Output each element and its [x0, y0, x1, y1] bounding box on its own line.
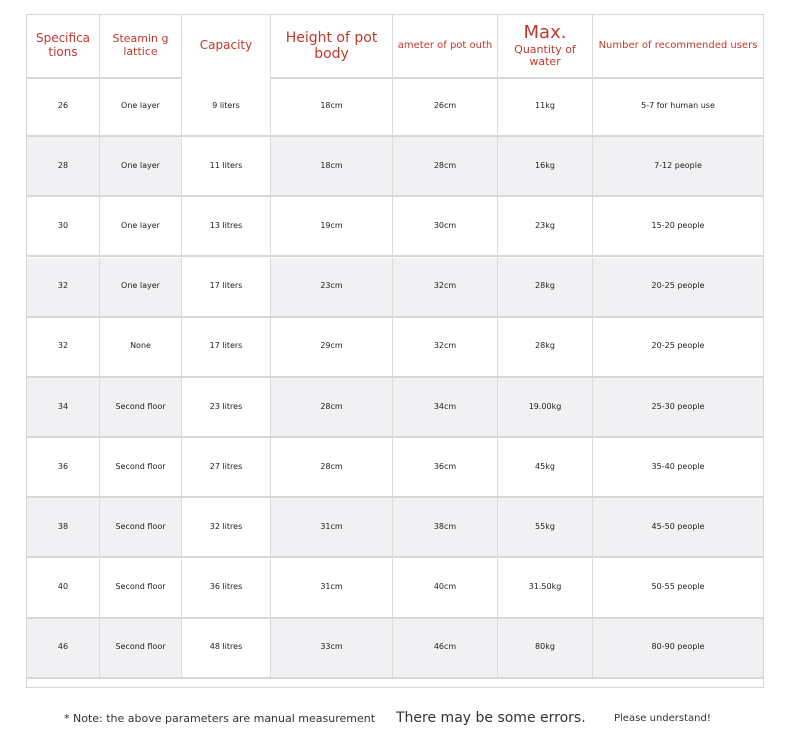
table-row — [27, 498, 763, 558]
cell-users: 35-40 people — [651, 461, 705, 471]
table-row — [27, 559, 763, 619]
cell-diameter: 46cm — [393, 619, 498, 677]
cell-capacity: 48 litres — [182, 619, 271, 677]
spec-table — [26, 14, 764, 688]
cell-diameter: 28cm — [393, 137, 498, 195]
header-capacity: Capacity — [182, 15, 271, 77]
cell-height: 28cm — [271, 378, 393, 436]
cell-users: 45-50 people — [651, 521, 705, 531]
header-water-max: Max. — [523, 22, 567, 44]
cell-spec: 32 — [27, 258, 100, 316]
table-row — [27, 77, 763, 137]
footer-note — [0, 708, 790, 732]
header-water — [498, 15, 593, 77]
cell-capacity: 17 liters — [182, 258, 271, 316]
table-row — [27, 378, 763, 438]
cell-height: 23cm — [271, 258, 393, 316]
table-row — [27, 438, 763, 498]
cell-diameter: 32cm — [393, 258, 498, 316]
cell-capacity: 32 litres — [182, 498, 271, 556]
header-spec: Specifica tions — [27, 15, 100, 77]
cell-diameter: 32cm — [393, 318, 498, 376]
cell-users: 5-7 for human use — [641, 100, 715, 110]
cell-steaming-lattice: One layer — [100, 77, 182, 135]
cell-height: 31cm — [271, 559, 393, 617]
header-height: Height of pot body — [271, 15, 393, 77]
cell-capacity: 17 liters — [182, 318, 271, 376]
cell-steaming-lattice: Second floor — [100, 378, 182, 436]
cell-spec: 28 — [27, 137, 100, 195]
cell-spec: 38 — [27, 498, 100, 556]
cell-water: 80kg — [498, 619, 593, 677]
footer-note-text: * Note: the above parameters are manual measurement — [64, 712, 376, 725]
cell-diameter: 36cm — [393, 438, 498, 496]
cell-water: 45kg — [498, 438, 593, 496]
cell-users: 80-90 people — [651, 642, 705, 652]
cell-diameter: 26cm — [393, 77, 498, 135]
cell-capacity: 27 litres — [182, 438, 271, 496]
cell-steaming-lattice: None — [100, 318, 182, 376]
cell-height: 18cm — [271, 77, 393, 135]
table-row — [27, 197, 763, 257]
cell-steaming-lattice: Second floor — [100, 559, 182, 617]
cell-capacity: 36 litres — [182, 559, 271, 617]
table-row — [27, 318, 763, 378]
cell-spec: 36 — [27, 438, 100, 496]
cell-water: 28kg — [498, 318, 593, 376]
cell-steaming-lattice: Second floor — [100, 438, 182, 496]
cell-diameter: 38cm — [393, 498, 498, 556]
cell-water: 19.00kg — [498, 378, 593, 436]
cell-diameter: 40cm — [393, 559, 498, 617]
footer-errors-text: There may be some errors. — [396, 710, 586, 726]
cell-capacity: 23 litres — [182, 378, 271, 436]
table-header — [27, 15, 763, 79]
cell-water: 11kg — [498, 77, 593, 135]
header-users: Number of recommended users — [598, 40, 758, 52]
cell-spec: 32 — [27, 318, 100, 376]
cell-capacity: 9 liters — [182, 77, 271, 135]
cell-diameter: 34cm — [393, 378, 498, 436]
table-row — [27, 619, 763, 679]
cell-height: 31cm — [271, 498, 393, 556]
cell-users: 15-20 people — [651, 220, 705, 230]
table-row — [27, 258, 763, 318]
cell-height: 33cm — [271, 619, 393, 677]
cell-steaming-lattice: One layer — [100, 137, 182, 195]
cell-water: 16kg — [498, 137, 593, 195]
cell-capacity: 13 litres — [182, 197, 271, 255]
cell-steaming-lattice: Second floor — [100, 498, 182, 556]
cell-spec: 46 — [27, 619, 100, 677]
table-row — [27, 137, 763, 197]
cell-water: 31.50kg — [498, 559, 593, 617]
cell-users: 20-25 people — [651, 281, 705, 291]
header-water-label: Quantity of water — [514, 42, 576, 69]
cell-height: 18cm — [271, 137, 393, 195]
header-diameter: ameter of pot outh — [393, 15, 498, 77]
cell-water: 23kg — [498, 197, 593, 255]
cell-spec: 30 — [27, 197, 100, 255]
cell-users: 7-12 people — [654, 160, 702, 170]
footer-understand-text: Please understand! — [614, 713, 711, 724]
cell-spec: 40 — [27, 559, 100, 617]
cell-height: 28cm — [271, 438, 393, 496]
cell-height: 29cm — [271, 318, 393, 376]
cell-users: 25-30 people — [651, 401, 705, 411]
cell-spec: 34 — [27, 378, 100, 436]
header-steaming-lattice: Steamin g lattice — [100, 15, 182, 77]
cell-capacity: 11 liters — [182, 137, 271, 195]
cell-steaming-lattice: One layer — [100, 197, 182, 255]
cell-steaming-lattice: One layer — [100, 258, 182, 316]
cell-diameter: 30cm — [393, 197, 498, 255]
cell-height: 19cm — [271, 197, 393, 255]
cell-water: 28kg — [498, 258, 593, 316]
cell-users: 50-55 people — [651, 582, 705, 592]
cell-steaming-lattice: Second floor — [100, 619, 182, 677]
cell-water: 55kg — [498, 498, 593, 556]
cell-users: 20-25 people — [651, 341, 705, 351]
cell-spec: 26 — [27, 77, 100, 135]
